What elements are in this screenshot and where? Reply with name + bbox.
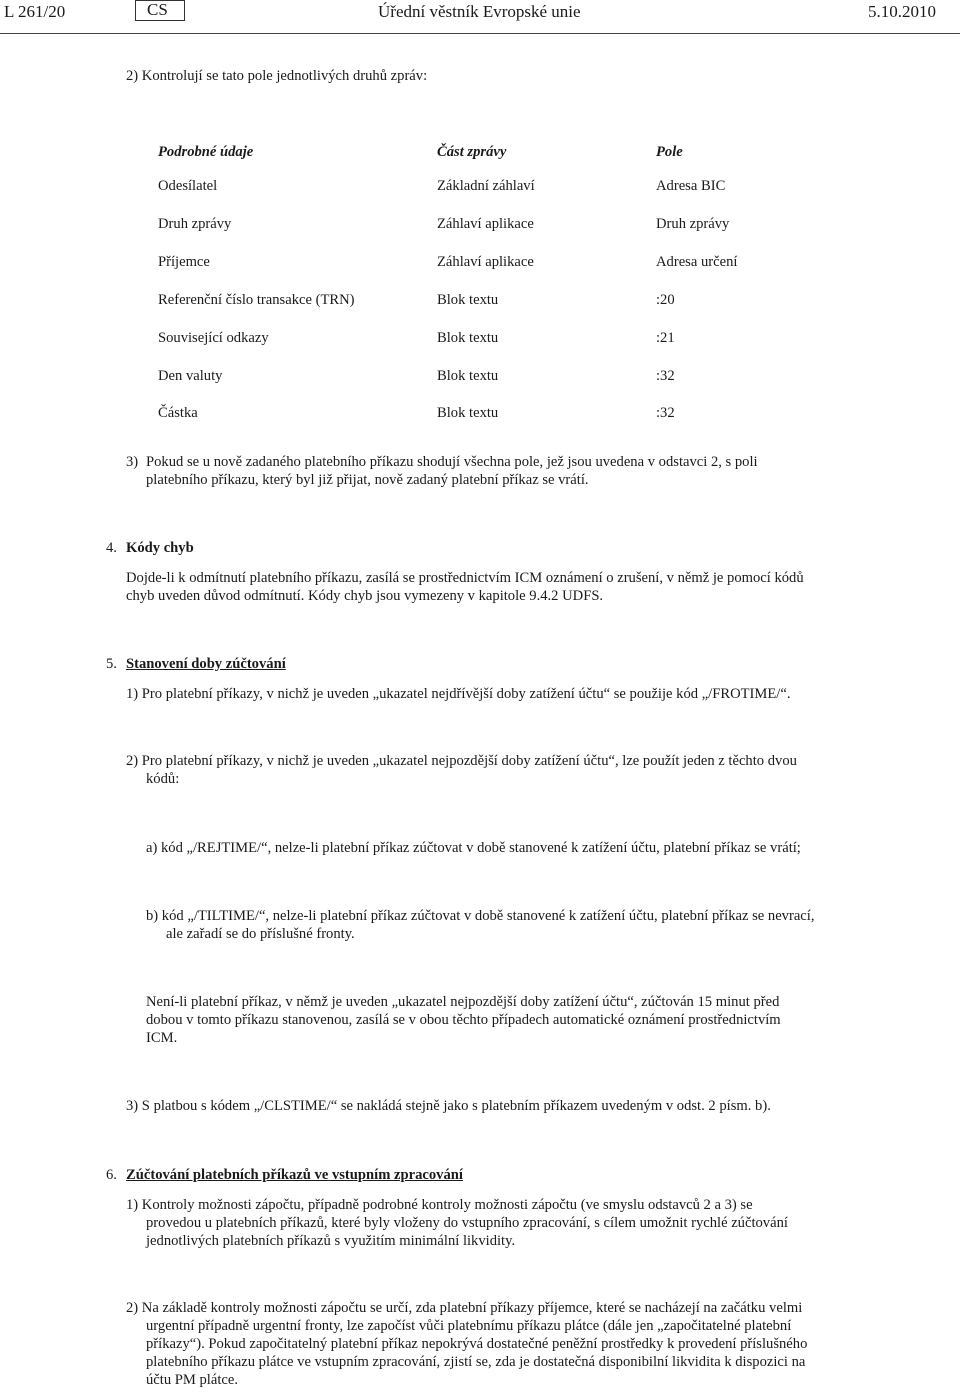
section-5-number: 5.	[106, 656, 117, 672]
publication-date: 5.10.2010	[868, 2, 936, 21]
journal-title: Úřední věstník Evropské unie	[378, 2, 581, 21]
table-cell: Související odkazy	[158, 330, 269, 346]
table-cell: Záhlaví aplikace	[437, 216, 534, 232]
table-cell: Blok textu	[437, 292, 499, 308]
table-cell: Základní záhlaví	[437, 178, 535, 194]
table-cell: Den valuty	[158, 368, 223, 384]
section-6-item-1-line: provedou u platebních příkazů, které byly vloženy do vstupního zpracování, s cílem umožnit rychlé zúčtování	[146, 1215, 788, 1231]
page-reference: L 261/20	[4, 2, 66, 21]
section-5-item-2-line: 2) Pro platební příkazy, v nichž je uveden „ukazatel nejpozdější doby zatížení účtu“, lze použít jeden z těchto dvou	[126, 753, 797, 769]
table-cell: Druh zprávy	[656, 216, 730, 232]
section-6-title: Zúčtování platebních příkazů ve vstupním zpracování	[126, 1167, 463, 1183]
section-5-subitem-b-line: b) kód „/TILTIME/“, nelze-li platební příkaz zúčtovat v době stanovené k zatížení účtu, platební příkaz se nevrací,	[146, 908, 815, 924]
section-5-subitem-b-line: ale zařadí se do příslušné fronty.	[166, 926, 355, 942]
section-6-number: 6.	[106, 1167, 117, 1183]
language-code: CS	[147, 0, 168, 19]
table-cell: Blok textu	[437, 405, 499, 421]
section-6-item-2-line: příkazy“). Pokud započitatelný platební příkaz nepokrývá dostatečné peněžní prostředky k provedení příslušného	[146, 1336, 808, 1352]
table-cell: :21	[656, 330, 675, 346]
table-header-message-part: Část zprávy	[437, 144, 507, 160]
table-cell: Adresa BIC	[656, 178, 726, 194]
section-5-title: Stanovení doby zúčtování	[126, 656, 286, 672]
section-5-note-line: dobou v tomto příkazu stanovenou, zasílá se v obou těchto případech automatické oznámení prostřednictvím	[146, 1012, 781, 1028]
section-6-item-1-line: 1) Kontroly možnosti zápočtu, případně podrobné kontroly možnosti zápočtu (ve smyslu odstavců 2 a 3) se	[126, 1197, 753, 1213]
section-4-text-line: chyb uveden důvod odmítnutí. Kódy chyb jsou vymezeny v kapitole 9.4.2 UDFS.	[126, 588, 604, 604]
section-5-item-3: 3) S platbou s kódem „/CLSTIME/“ se nakládá stejně jako s platebním příkazem uvedeným v odst. 2 písm. b).	[126, 1098, 771, 1114]
table-cell: Částka	[158, 405, 198, 421]
table-header-field: Pole	[656, 144, 683, 160]
section-5-subitem-a: a) kód „/REJTIME/“, nelze-li platební příkaz zúčtovat v době stanovené k zatížení účtu, platební příkaz se vrátí;	[146, 840, 801, 856]
table-cell: Adresa určení	[656, 254, 738, 270]
item-3-line: Pokud se u nově zadaného platebního příkazu shodují všechna pole, jež jsou uvedena v odstavci 2, s poli	[146, 454, 758, 470]
section-4-number: 4.	[106, 540, 117, 556]
table-cell: Odesílatel	[158, 178, 218, 194]
table-cell: Záhlaví aplikace	[437, 254, 534, 270]
header-rule	[0, 33, 960, 34]
table-cell: Druh zprávy	[158, 216, 232, 232]
section-5-item-2-line: kódů:	[146, 771, 180, 787]
table-cell: Příjemce	[158, 254, 210, 270]
table-cell: :20	[656, 292, 675, 308]
table-cell: Blok textu	[437, 330, 499, 346]
section-6-item-2-line: platebního příkazu plátce ve vstupním zpracování, zjistí se, zda je dostatečná disponibilní likvidita k dispozici na	[146, 1354, 806, 1370]
item-3-line: platebního příkazu, který byl již přijat, nově zadaný platební příkaz se vrátí.	[146, 472, 589, 488]
table-cell: Referenční číslo transakce (TRN)	[158, 292, 355, 308]
section-4-title: Kódy chyb	[126, 540, 194, 556]
section-6-item-1-line: jednotlivých platebních příkazů s využitím minimální likvidity.	[146, 1233, 516, 1249]
section-5-note-line: ICM.	[146, 1030, 178, 1046]
table-cell: Blok textu	[437, 368, 499, 384]
section-6-item-2-line: 2) Na základě kontroly možnosti zápočtu se určí, zda platební příkazy příjemce, které se nacházejí na začátku velmi	[126, 1300, 803, 1316]
section-5-item-1: 1) Pro platební příkazy, v nichž je uveden „ukazatel nejdřívější doby zatížení účtu“ se použije kód „/FROTIME/“.	[126, 686, 791, 702]
intro-item-2: 2) Kontrolují se tato pole jednotlivých druhů zpráv:	[126, 68, 428, 84]
item-3-number: 3)	[126, 454, 139, 470]
section-5-note-line: Není-li platební příkaz, v němž je uveden „ukazatel nejpozdější doby zatížení účtu“, zúčtován 15 minut před	[146, 994, 780, 1010]
section-6-item-2-line: účtu PM plátce.	[146, 1372, 239, 1388]
table-cell: :32	[656, 405, 675, 421]
table-header-details: Podrobné údaje	[158, 144, 254, 160]
section-6-item-2-line: urgentní případně urgentní fronty, lze započíst vůči platebnímu příkazu plátce (dále jen „započitatelné platební	[146, 1318, 792, 1334]
section-4-text-line: Dojde-li k odmítnutí platebního příkazu, zasílá se prostřednictvím ICM oznámení o zrušení, v němž je pomocí kódů	[126, 570, 804, 586]
table-cell: :32	[656, 368, 675, 384]
